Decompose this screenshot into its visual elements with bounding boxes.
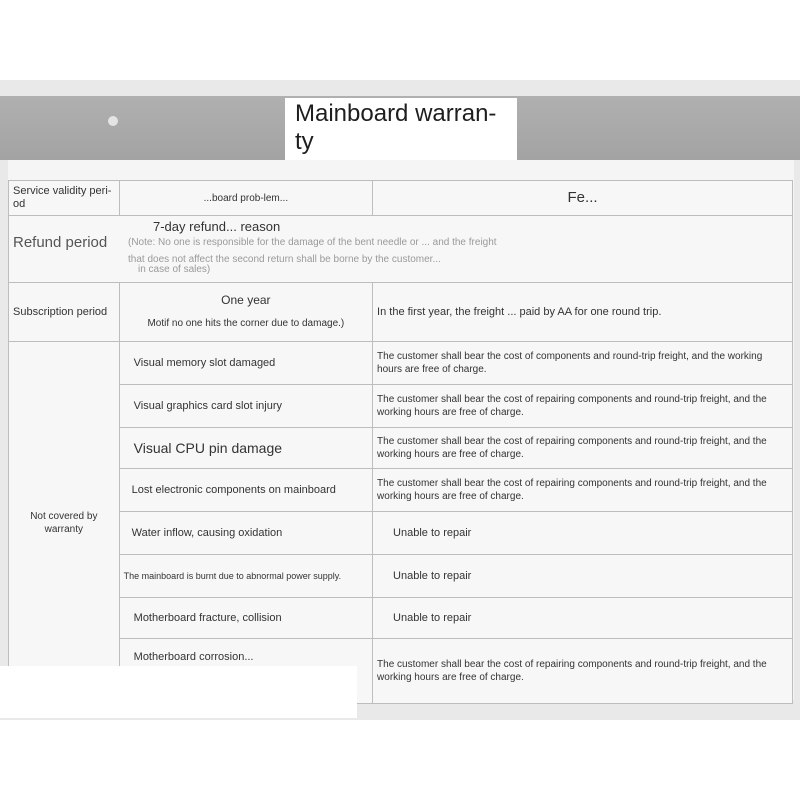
header-problem: ...board prob-lem... [119, 181, 372, 216]
subscription-cell [119, 283, 372, 342]
subscription-row [9, 283, 793, 342]
problem-cell: Motherboard fracture, collision [119, 598, 372, 639]
remedy-cell: The customer shall bear the cost of components and round-trip freight, and the working hours are free of charge. [373, 342, 793, 385]
table-row [9, 469, 793, 512]
overlay-blank-panel [0, 666, 357, 718]
remedy-cell: Unable to repair [373, 555, 793, 598]
problem-cell: The mainboard is burnt due to abnormal power supply. [119, 555, 372, 598]
refund-note-line3: in case of sales) [138, 264, 211, 275]
refund-note-line1: (Note: No one is responsible for the damage of the bent needle or ... and the freight [128, 237, 497, 248]
refund-content [13, 216, 788, 282]
problem-cell: Motherboard corrosion... [119, 639, 372, 704]
problem-cell: Water inflow, causing oxidation [119, 512, 372, 555]
header-service-period: Service validity peri-od [9, 181, 120, 216]
table-row [9, 512, 793, 555]
table-row [9, 385, 793, 428]
problem-cell: Visual memory slot damaged [119, 342, 372, 385]
refund-note-line2: that does not affect the second return shall be borne by the customer... [128, 254, 441, 265]
header-fee: Fe... [373, 181, 793, 216]
remedy-cell: The customer shall bear the cost of repairing components and round-trip freight, and the working hours are free of charge. [373, 385, 793, 428]
table-row [9, 342, 793, 385]
table-header-row [9, 181, 793, 216]
subscription-period-label: Subscription period [9, 283, 120, 342]
table-row [9, 555, 793, 598]
title-box [285, 98, 517, 160]
remedy-cell: Unable to repair [373, 598, 793, 639]
page-title-line2: ty [295, 128, 314, 155]
remedy-cell: The customer shall bear the cost of repairing components and round-trip freight, and the working hours are free of charge. [373, 469, 793, 512]
table-row [9, 428, 793, 469]
page-title-line1: Mainboard warran- [295, 100, 497, 127]
refund-row [9, 216, 793, 283]
subscription-detail: In the first year, the freight ... paid by AA for one round trip. [373, 283, 793, 342]
not-covered-label: Not covered by warranty [9, 342, 120, 704]
decorative-dot-icon [108, 116, 118, 126]
subscription-sub: Motif no one hits the corner due to damage.) [147, 318, 345, 329]
remedy-cell: The customer shall bear the cost of repairing components and round-trip freight, and the working hours are free of charge. [373, 639, 793, 704]
remedy-cell: The customer shall bear the cost of repairing components and round-trip freight, and the working hours are free of charge. [373, 428, 793, 469]
refund-period-label: Refund period [13, 234, 108, 251]
problem-cell: Lost electronic components on mainboard [119, 469, 372, 512]
table-row [9, 598, 793, 639]
problem-cell: Visual graphics card slot injury [119, 385, 372, 428]
remedy-cell: Unable to repair [373, 512, 793, 555]
problem-cell: Visual CPU pin damage [119, 428, 372, 469]
warranty-table [8, 180, 793, 704]
subscription-main: One year [221, 293, 271, 307]
refund-main-text: 7-day refund... reason [153, 219, 281, 234]
